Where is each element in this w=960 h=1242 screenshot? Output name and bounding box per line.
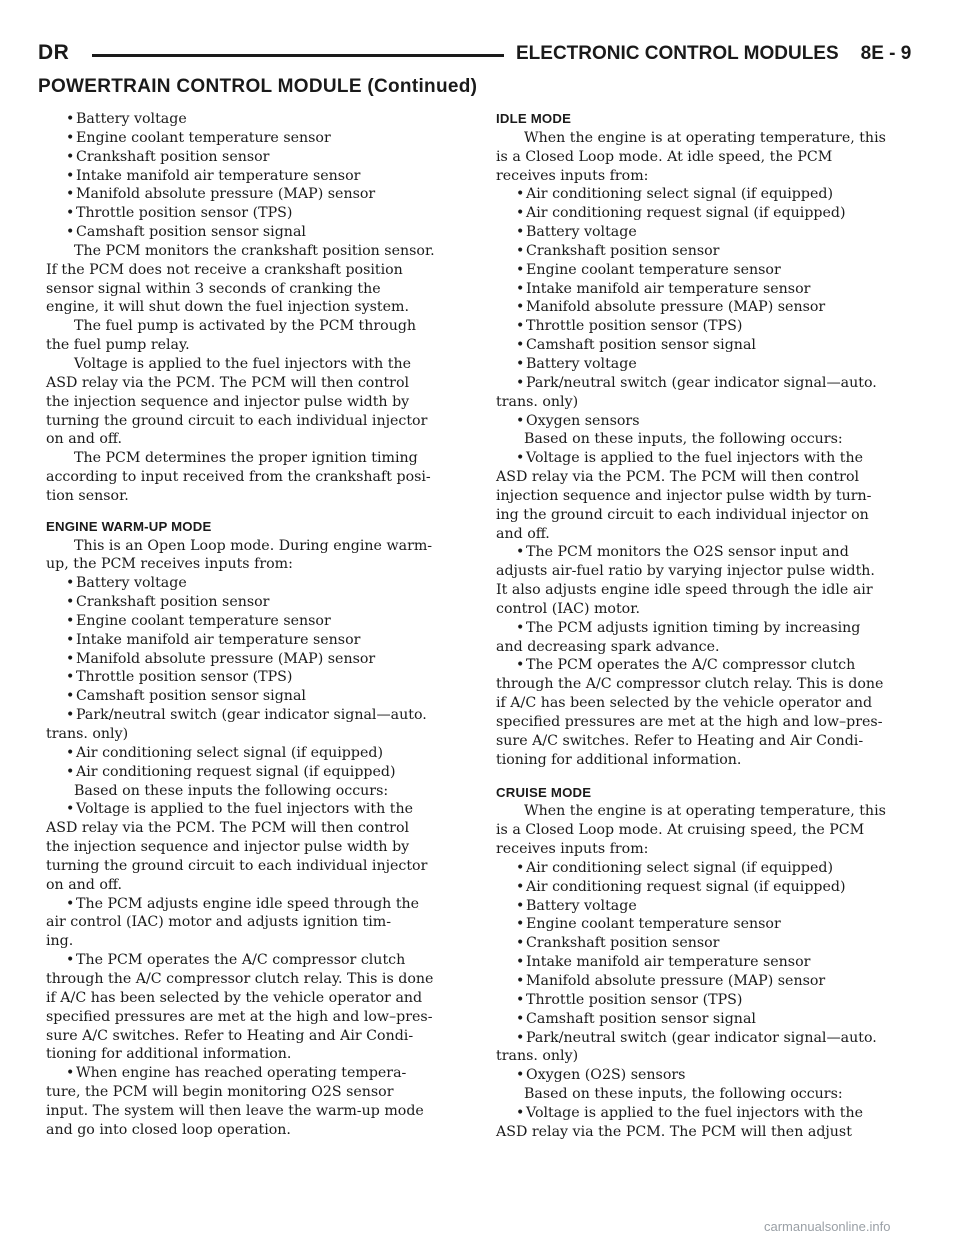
left-bullet-item: • When engine has reached operating tempera-	[46, 1064, 464, 1083]
left-text-line: the injection sequence and injector pulse width by	[46, 393, 410, 410]
left-text-line: Based on these inputs the following occurs:	[74, 782, 389, 799]
right-text-line: specified pressures are met at the high and low–pres-	[496, 714, 883, 730]
right-text-line: receives inputs from:	[496, 167, 649, 184]
left-text-line: according to input received from the crankshaft posi-	[46, 469, 431, 486]
right-text-line: When the engine is at operating temperature, this	[524, 803, 886, 820]
right-bullet-item: • Throttle position sensor (TPS)	[496, 991, 916, 1010]
left-bullet-item: • The PCM operates the A/C compressor clutch	[46, 951, 464, 970]
left-text-line: if A/C has been selected by the vehicle operator and	[46, 989, 423, 1006]
right-section-heading: CRUISE MODE	[496, 784, 592, 800]
right-bullet-item: • The PCM monitors the O2S sensor input and	[496, 543, 916, 562]
left-bullet-item: • Park/neutral switch (gear indicator signal—auto.	[46, 706, 464, 725]
left-bullet-item: • Throttle position sensor (TPS)	[46, 204, 464, 223]
right-bullet-item: • Crankshaft position sensor	[496, 934, 916, 953]
left-text-line: sensor signal within 3 seconds of cranking the	[46, 280, 381, 297]
left-column	[46, 110, 464, 1140]
right-text-line: It also adjusts engine idle speed through the idle air	[496, 582, 873, 599]
right-section-heading: IDLE MODE	[496, 111, 572, 126]
left-bullet-item: • Engine coolant temperature sensor	[46, 129, 464, 148]
right-text-line: tioning for additional information.	[496, 751, 742, 768]
left-text-line: ASD relay via the PCM. The PCM will then control	[46, 820, 410, 837]
left-bullet-item: • Manifold absolute pressure (MAP) sensor	[46, 185, 464, 204]
left-bullet-item: • The PCM adjusts engine idle speed through the	[46, 895, 464, 914]
left-text-line: tioning for additional information.	[46, 1046, 292, 1063]
right-bullet-item: • The PCM operates the A/C compressor clutch	[496, 656, 916, 675]
left-bullet-item: • Voltage is applied to the fuel injectors with the	[46, 800, 464, 819]
right-text-line: ASD relay via the PCM. The PCM will then adjust	[496, 1123, 852, 1140]
right-bullet-item: • Air conditioning select signal (if equipped)	[496, 185, 916, 204]
left-text-line: the injection sequence and injector pulse width by	[46, 839, 410, 856]
right-text-line: adjusts air-fuel ratio by varying injector pulse width.	[496, 563, 875, 580]
right-text-line: and decreasing spark advance.	[496, 638, 720, 655]
left-text-line: If the PCM does not receive a crankshaft position	[46, 261, 403, 278]
left-text-line: up, the PCM receives inputs from:	[46, 556, 293, 573]
right-bullet-item: • Oxygen (O2S) sensors	[496, 1066, 916, 1085]
chapter-title: ELECTRONIC CONTROL MODULES	[516, 43, 839, 64]
left-text-line: ing.	[46, 933, 74, 950]
right-text-line: if A/C has been selected by the vehicle operator and	[496, 695, 873, 712]
left-text-line: turning the ground circuit to each individual injector	[46, 412, 428, 429]
right-bullet-item: • Voltage is applied to the fuel injectors with the	[496, 449, 916, 468]
left-text-line: This is an Open Loop mode. During engine warm-	[74, 537, 433, 554]
right-text-line: ASD relay via the PCM. The PCM will then control	[496, 469, 860, 486]
right-bullet-item: • Camshaft position sensor signal	[496, 336, 916, 355]
section-spacer	[496, 770, 916, 784]
right-text-line: through the A/C compressor clutch relay. This is done	[496, 676, 884, 693]
section-spacer	[46, 506, 464, 518]
page-number: 8E - 9	[860, 43, 912, 64]
left-text-line: engine, it will shut down the fuel injection system.	[46, 299, 409, 316]
left-text-line: The PCM determines the proper ignition timing	[74, 450, 418, 467]
left-text-line: through the A/C compressor clutch relay. This is done	[46, 970, 434, 987]
running-header	[516, 43, 911, 65]
header-rule	[92, 54, 504, 57]
left-bullet-item: • Crankshaft position sensor	[46, 593, 464, 612]
right-text-line: and off.	[496, 525, 550, 542]
left-text-line: the fuel pump relay.	[46, 337, 190, 354]
left-text-line: turning the ground circuit to each individual injector	[46, 857, 428, 874]
right-bullet-item: • Battery voltage	[496, 223, 916, 242]
left-section-heading: ENGINE WARM-UP MODE	[46, 518, 212, 534]
right-bullet-item: • Oxygen sensors	[496, 412, 916, 431]
right-text-line: injection sequence and injector pulse width by turn-	[496, 487, 872, 504]
left-bullet-item: • Intake manifold air temperature sensor	[46, 631, 464, 650]
left-bullet-item: • Intake manifold air temperature sensor	[46, 167, 464, 186]
left-text-line: sure A/C switches. Refer to Heating and Air Condi-	[46, 1027, 414, 1044]
left-bullet-item: • Crankshaft position sensor	[46, 148, 464, 167]
right-bullet-item: • Park/neutral switch (gear indicator signal—auto.	[496, 1029, 916, 1048]
left-text-line: air control (IAC) motor and adjusts ignition tim-	[46, 914, 392, 931]
section-code: DR	[38, 41, 70, 64]
right-bullet-item: • Manifold absolute pressure (MAP) sensor	[496, 298, 916, 317]
left-text-line: on and off.	[46, 431, 123, 448]
right-text-line: sure A/C switches. Refer to Heating and Air Condi-	[496, 732, 864, 749]
right-bullet-item: • Manifold absolute pressure (MAP) sensor	[496, 972, 916, 991]
left-text-line: The fuel pump is activated by the PCM through	[74, 318, 417, 335]
left-text-line: specified pressures are met at the high and low–pres-	[46, 1008, 433, 1025]
left-text-line: ture, the PCM will begin monitoring O2S sensor	[46, 1084, 394, 1101]
right-text-line: is a Closed Loop mode. At idle speed, the PCM	[496, 148, 833, 165]
left-text-line: trans. only)	[46, 726, 129, 742]
right-text-line: receives inputs from:	[496, 841, 649, 858]
right-text-line: Based on these inputs, the following occurs:	[524, 431, 843, 448]
right-bullet-item: • Battery voltage	[496, 897, 916, 916]
left-bullet-item: • Battery voltage	[46, 574, 464, 593]
right-text-line: ing the ground circuit to each individual injector on	[496, 506, 869, 523]
right-bullet-item: • Voltage is applied to the fuel injectors with the	[496, 1104, 916, 1123]
right-bullet-item: • Intake manifold air temperature sensor	[496, 280, 916, 299]
left-bullet-item: • Battery voltage	[46, 110, 464, 129]
left-bullet-item: • Manifold absolute pressure (MAP) sensor	[46, 650, 464, 669]
left-text-line: input. The system will then leave the warm-up mode	[46, 1102, 424, 1119]
watermark: carmanualsonline.info	[764, 1219, 891, 1234]
right-bullet-item: • Intake manifold air temperature sensor	[496, 953, 916, 972]
right-text-line: is a Closed Loop mode. At cruising speed, the PCM	[496, 822, 865, 839]
section-subtitle: POWERTRAIN CONTROL MODULE (Continued)	[38, 76, 478, 97]
left-bullet-item: • Air conditioning select signal (if equipped)	[46, 744, 464, 763]
right-text-line: control (IAC) motor.	[496, 600, 640, 617]
right-column	[496, 110, 916, 1142]
left-text-line: tion sensor.	[46, 487, 129, 504]
left-text-line: and go into closed loop operation.	[46, 1121, 291, 1138]
right-bullet-item: • Air conditioning request signal (if equipped)	[496, 204, 916, 223]
right-bullet-item: • Engine coolant temperature sensor	[496, 261, 916, 280]
right-bullet-item: • Air conditioning select signal (if equipped)	[496, 859, 916, 878]
right-bullet-item: • Crankshaft position sensor	[496, 242, 916, 261]
right-bullet-item: • The PCM adjusts ignition timing by increasing	[496, 619, 916, 638]
left-bullet-item: • Air conditioning request signal (if equipped)	[46, 763, 464, 782]
right-text-line: trans. only)	[496, 393, 579, 410]
right-text-line: trans. only)	[496, 1048, 579, 1065]
right-bullet-item: • Camshaft position sensor signal	[496, 1010, 916, 1029]
left-text-line: Voltage is applied to the fuel injectors with the	[74, 355, 412, 372]
left-bullet-item: • Throttle position sensor (TPS)	[46, 668, 464, 687]
right-text-line: When the engine is at operating temperature, this	[524, 129, 886, 146]
left-bullet-item: • Camshaft position sensor signal	[46, 687, 464, 706]
right-text-line: Based on these inputs, the following occurs:	[524, 1086, 843, 1103]
right-bullet-item: • Air conditioning request signal (if equipped)	[496, 878, 916, 897]
left-text-line: ASD relay via the PCM. The PCM will then control	[46, 374, 410, 391]
right-bullet-item: • Battery voltage	[496, 355, 916, 374]
left-bullet-item: • Engine coolant temperature sensor	[46, 612, 464, 631]
right-bullet-item: • Park/neutral switch (gear indicator signal—auto.	[496, 374, 916, 393]
left-text-line: The PCM monitors the crankshaft position sensor.	[74, 242, 435, 259]
left-text-line: on and off.	[46, 876, 123, 893]
left-bullet-item: • Camshaft position sensor signal	[46, 223, 464, 242]
right-bullet-item: • Throttle position sensor (TPS)	[496, 317, 916, 336]
right-bullet-item: • Engine coolant temperature sensor	[496, 915, 916, 934]
